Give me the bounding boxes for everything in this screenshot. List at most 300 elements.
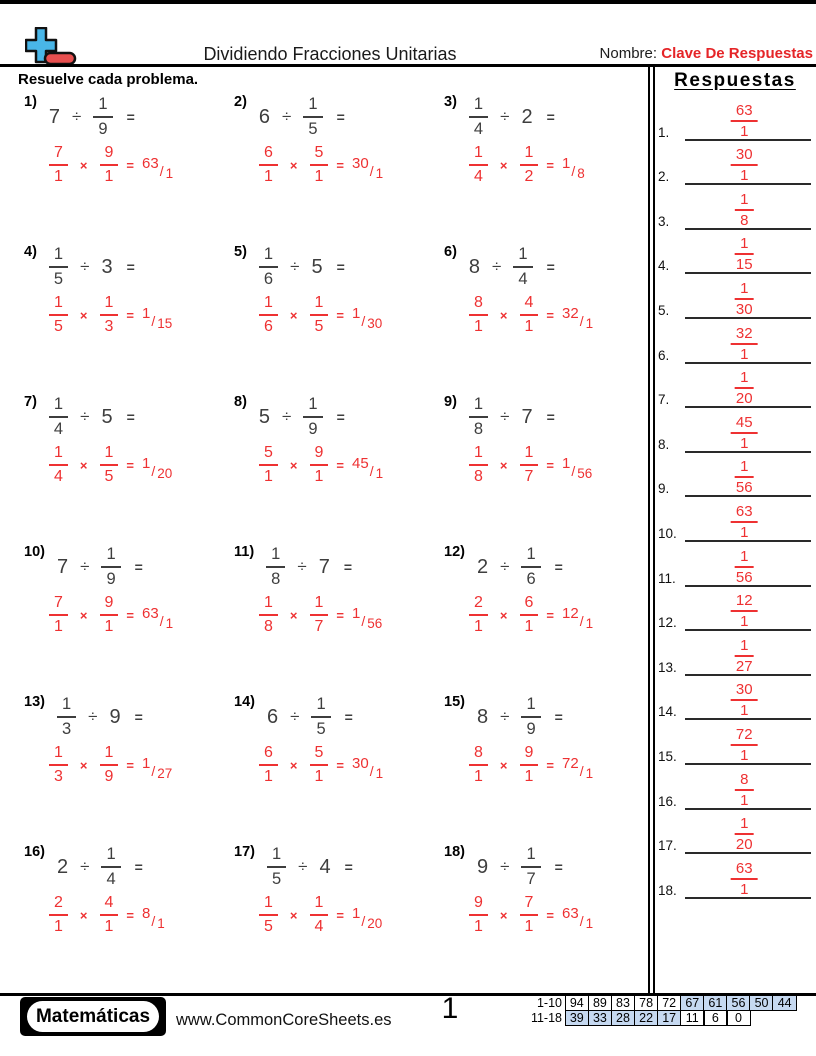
whole-number-term: 5 bbox=[101, 405, 113, 428]
fraction-numerator: 1 bbox=[49, 295, 68, 317]
score-cell: 28 bbox=[611, 1010, 636, 1026]
fraction-numerator: 1 bbox=[469, 445, 488, 467]
fraction-numerator: 1 bbox=[49, 445, 68, 467]
fraction-denominator: 9 bbox=[106, 570, 116, 589]
divide-symbol: ÷ bbox=[80, 407, 90, 427]
work-fraction-1 bbox=[49, 295, 68, 337]
problem-expression bbox=[234, 696, 444, 739]
result-slash: / bbox=[579, 912, 584, 929]
result-slash: / bbox=[369, 162, 374, 179]
fraction-numerator: 7 bbox=[49, 145, 68, 167]
fraction-denominator: 5 bbox=[264, 918, 273, 936]
score-cell: 44 bbox=[772, 995, 797, 1011]
result-slash: / bbox=[579, 312, 584, 329]
equals-symbol: = bbox=[336, 457, 344, 473]
fraction-numerator: 1 bbox=[521, 546, 540, 568]
fraction-denominator: 5 bbox=[53, 270, 64, 289]
work-fraction-2 bbox=[310, 445, 329, 487]
answer-number: 3. bbox=[658, 213, 670, 229]
problem-expression bbox=[234, 396, 444, 439]
answer-fraction-denominator: 15 bbox=[735, 256, 753, 274]
problems-grid bbox=[24, 92, 646, 992]
result-slash: / bbox=[361, 612, 366, 629]
problem bbox=[444, 692, 646, 842]
fraction-numerator: 1 bbox=[259, 595, 278, 617]
multiply-symbol: × bbox=[289, 157, 298, 173]
equals-symbol: = bbox=[546, 109, 555, 126]
fraction-denominator: 1 bbox=[104, 618, 114, 636]
score-cell: 94 bbox=[565, 995, 590, 1011]
work-fraction-2 bbox=[100, 445, 119, 487]
multiply-symbol: × bbox=[79, 607, 88, 623]
fraction-denominator: 5 bbox=[308, 120, 318, 139]
answer-number: 13. bbox=[658, 659, 677, 675]
fraction-numerator: 1 bbox=[259, 895, 278, 917]
score-row-label: 11-18 bbox=[530, 1010, 562, 1025]
fraction-denominator: 5 bbox=[54, 318, 63, 336]
problem bbox=[234, 542, 444, 692]
problem bbox=[234, 92, 444, 242]
answer-row bbox=[658, 854, 812, 899]
work-fraction-1 bbox=[49, 745, 68, 787]
fraction-denominator: 6 bbox=[526, 570, 536, 589]
problem-work-line bbox=[44, 145, 234, 187]
result-numerator: 63 bbox=[142, 604, 159, 622]
problem-work-line bbox=[44, 745, 234, 787]
answer-row bbox=[658, 364, 812, 409]
answer-fraction bbox=[731, 147, 758, 183]
score-cell: 33 bbox=[588, 1010, 613, 1026]
work-fraction-2 bbox=[520, 445, 539, 487]
whole-number-term: 6 bbox=[266, 705, 279, 728]
answer-fraction-denominator: 1 bbox=[740, 791, 749, 809]
fraction-term bbox=[303, 96, 322, 139]
result-numerator: 63 bbox=[562, 904, 579, 922]
problem-expression bbox=[24, 846, 234, 889]
equals-symbol: = bbox=[554, 859, 563, 876]
result-denominator: 20 bbox=[157, 465, 173, 481]
answer-row bbox=[658, 765, 812, 810]
fraction-numerator: 9 bbox=[100, 145, 119, 167]
answer-fraction bbox=[731, 281, 758, 317]
fraction-denominator: 2 bbox=[524, 168, 534, 186]
problem-work-line bbox=[464, 745, 646, 787]
equals-symbol: = bbox=[336, 409, 345, 426]
equals-symbol: = bbox=[126, 457, 134, 473]
fraction-denominator: 3 bbox=[54, 768, 63, 786]
problem-number: 8) bbox=[234, 394, 247, 410]
multiply-symbol: × bbox=[499, 457, 508, 473]
problem-number: 16) bbox=[24, 844, 45, 860]
fraction-denominator: 1 bbox=[524, 618, 534, 636]
problem-work-line bbox=[464, 445, 646, 487]
fraction-numerator: 1 bbox=[93, 96, 112, 118]
score-cell: 6 bbox=[703, 1010, 728, 1026]
divide-symbol: ÷ bbox=[500, 707, 510, 727]
problem bbox=[234, 692, 444, 842]
whole-number-term: 7 bbox=[48, 105, 61, 128]
answer-fraction-denominator: 1 bbox=[740, 702, 749, 720]
equals-symbol: = bbox=[336, 307, 344, 323]
problem bbox=[444, 392, 646, 542]
divide-symbol: ÷ bbox=[492, 257, 502, 277]
result-denominator: 1 bbox=[375, 165, 384, 181]
answer-fraction-denominator: 1 bbox=[740, 434, 749, 452]
result-numerator: 12 bbox=[562, 604, 579, 622]
multiply-symbol: × bbox=[289, 457, 298, 473]
equals-symbol: = bbox=[126, 109, 135, 126]
answer-fraction-denominator: 1 bbox=[740, 523, 749, 541]
answer-row bbox=[658, 96, 812, 141]
result-fraction bbox=[142, 304, 173, 331]
work-fraction-2 bbox=[310, 895, 329, 937]
answer-fraction-numerator: 30 bbox=[731, 147, 758, 166]
answer-fraction-numerator: 1 bbox=[735, 638, 753, 657]
fraction-numerator: 7 bbox=[49, 595, 68, 617]
problem-number: 11) bbox=[234, 544, 255, 560]
fraction-numerator: 2 bbox=[49, 895, 68, 917]
problem-number: 18) bbox=[444, 844, 465, 860]
work-fraction-1 bbox=[469, 445, 488, 487]
divide-symbol: ÷ bbox=[80, 257, 90, 277]
answers-list bbox=[658, 96, 812, 899]
work-fraction-1 bbox=[469, 145, 488, 187]
fraction-numerator: 1 bbox=[100, 295, 119, 317]
divide-symbol: ÷ bbox=[88, 707, 98, 727]
fraction-denominator: 1 bbox=[54, 618, 63, 636]
answer-row bbox=[658, 230, 812, 275]
whole-number-term: 7 bbox=[521, 405, 533, 428]
answer-fraction-numerator: 1 bbox=[735, 236, 753, 255]
brand-badge bbox=[20, 997, 166, 1036]
problem-work-line bbox=[44, 295, 234, 337]
result-numerator: 72 bbox=[562, 754, 579, 772]
problem-number: 12) bbox=[444, 544, 465, 560]
problem-work-line bbox=[254, 895, 444, 937]
answer-number: 10. bbox=[658, 525, 677, 541]
divide-symbol: ÷ bbox=[290, 707, 300, 727]
result-fraction bbox=[142, 154, 174, 181]
result-slash: / bbox=[159, 162, 164, 179]
page-title: Dividiendo Fracciones Unitarias bbox=[203, 44, 457, 64]
divide-symbol: ÷ bbox=[298, 857, 308, 877]
problem-work-line bbox=[254, 595, 444, 637]
problem-work-line bbox=[44, 595, 234, 637]
fraction-numerator: 6 bbox=[259, 145, 278, 167]
fraction-numerator: 1 bbox=[303, 396, 322, 418]
fraction-denominator: 5 bbox=[316, 720, 326, 739]
equals-symbol: = bbox=[336, 607, 344, 623]
fraction-numerator: 5 bbox=[310, 145, 329, 167]
work-fraction-1 bbox=[259, 145, 278, 187]
problem-number: 3) bbox=[444, 94, 457, 110]
problem-number: 13) bbox=[24, 694, 45, 710]
answer-fraction-numerator: 72 bbox=[731, 727, 758, 746]
result-denominator: 20 bbox=[367, 915, 383, 931]
work-fraction-1 bbox=[49, 145, 68, 187]
work-fraction-2 bbox=[100, 295, 119, 337]
whole-number-term: 7 bbox=[318, 555, 330, 578]
equals-symbol: = bbox=[126, 409, 135, 426]
answer-fraction-numerator: 63 bbox=[731, 103, 758, 122]
problem bbox=[24, 542, 234, 692]
answer-fraction-numerator: 1 bbox=[735, 281, 753, 300]
fraction-term bbox=[513, 246, 532, 289]
score-row-label: 1-10 bbox=[536, 996, 562, 1010]
fraction-term bbox=[259, 246, 278, 289]
equals-symbol: = bbox=[546, 907, 554, 923]
problem-expression bbox=[24, 696, 234, 739]
answer-number: 1. bbox=[658, 124, 670, 140]
multiply-symbol: × bbox=[79, 457, 88, 473]
answer-fraction-numerator: 63 bbox=[731, 861, 758, 880]
score-row bbox=[522, 1010, 797, 1026]
result-numerator: 1 bbox=[352, 604, 361, 622]
fraction-denominator: 9 bbox=[104, 768, 114, 786]
fraction-term bbox=[101, 546, 120, 589]
problem-number: 9) bbox=[444, 394, 457, 410]
multiply-symbol: × bbox=[289, 757, 298, 773]
multiply-symbol: × bbox=[499, 607, 508, 623]
problem-expression bbox=[24, 396, 234, 439]
result-numerator: 1 bbox=[562, 454, 571, 472]
equals-symbol: = bbox=[554, 559, 563, 576]
result-fraction bbox=[352, 754, 384, 781]
fraction-denominator: 1 bbox=[474, 318, 483, 336]
multiply-symbol: × bbox=[79, 907, 88, 923]
score-cell: 39 bbox=[565, 1010, 590, 1026]
problem-number: 7) bbox=[24, 394, 37, 410]
fraction-denominator: 1 bbox=[524, 318, 534, 336]
answer-fraction bbox=[731, 103, 758, 139]
fraction-term bbox=[303, 396, 322, 439]
result-denominator: 1 bbox=[585, 765, 594, 781]
answer-number: 8. bbox=[658, 436, 670, 452]
fraction-denominator: 5 bbox=[271, 870, 282, 889]
result-slash: / bbox=[151, 912, 156, 929]
multiply-symbol: × bbox=[289, 307, 298, 323]
fraction-numerator: 9 bbox=[310, 445, 329, 467]
fraction-denominator: 1 bbox=[474, 618, 483, 636]
fraction-term bbox=[93, 96, 112, 139]
answer-fraction-numerator: 1 bbox=[735, 459, 753, 478]
fraction-numerator: 1 bbox=[49, 745, 68, 767]
fraction-term bbox=[311, 696, 330, 739]
multiply-symbol: × bbox=[289, 907, 298, 923]
name-value: Clave De Respuestas bbox=[661, 45, 813, 62]
score-table bbox=[522, 995, 797, 1026]
work-fraction-2 bbox=[520, 745, 539, 787]
multiply-symbol: × bbox=[289, 607, 298, 623]
multiply-symbol: × bbox=[499, 757, 508, 773]
fraction-denominator: 1 bbox=[104, 918, 114, 936]
result-numerator: 1 bbox=[352, 304, 361, 322]
equals-symbol: = bbox=[126, 307, 134, 323]
fraction-denominator: 7 bbox=[524, 468, 534, 486]
result-numerator: 1 bbox=[142, 754, 151, 772]
result-slash: / bbox=[369, 462, 374, 479]
answer-fraction bbox=[731, 459, 758, 495]
divide-symbol: ÷ bbox=[72, 107, 82, 127]
answer-number: 14. bbox=[658, 704, 677, 720]
equals-symbol: = bbox=[546, 409, 555, 426]
answer-fraction bbox=[731, 236, 758, 272]
fraction-denominator: 1 bbox=[314, 468, 324, 486]
result-denominator: 30 bbox=[367, 315, 383, 331]
answer-fraction-denominator: 1 bbox=[740, 122, 749, 140]
equals-symbol: = bbox=[126, 157, 134, 173]
answer-number: 15. bbox=[658, 748, 677, 764]
problem-work-line bbox=[464, 595, 646, 637]
problem-work-line bbox=[464, 895, 646, 937]
work-fraction-1 bbox=[259, 295, 278, 337]
answer-row bbox=[658, 631, 812, 676]
fraction-numerator: 1 bbox=[310, 895, 329, 917]
equals-symbol: = bbox=[546, 259, 555, 276]
problem-work-line bbox=[254, 295, 444, 337]
fraction-denominator: 1 bbox=[264, 168, 273, 186]
divide-symbol: ÷ bbox=[500, 857, 510, 877]
answer-fraction-denominator: 20 bbox=[735, 390, 753, 408]
problem-work-line bbox=[254, 445, 444, 487]
fraction-numerator: 2 bbox=[469, 595, 488, 617]
fraction-numerator: 1 bbox=[49, 396, 68, 418]
result-numerator: 1 bbox=[142, 304, 151, 322]
result-numerator: 1 bbox=[562, 154, 571, 172]
work-fraction-1 bbox=[469, 595, 488, 637]
fraction-numerator: 1 bbox=[266, 546, 285, 568]
result-fraction bbox=[562, 154, 585, 181]
divide-symbol: ÷ bbox=[500, 407, 510, 427]
result-slash: / bbox=[369, 762, 374, 779]
divide-symbol: ÷ bbox=[500, 107, 510, 127]
result-slash: / bbox=[579, 612, 584, 629]
problem-number: 10) bbox=[24, 544, 45, 560]
equals-symbol: = bbox=[546, 457, 554, 473]
result-numerator: 63 bbox=[142, 154, 159, 172]
answer-row bbox=[658, 141, 812, 186]
fraction-denominator: 4 bbox=[474, 168, 483, 186]
answer-fraction bbox=[731, 816, 758, 852]
fraction-denominator: 9 bbox=[98, 120, 108, 139]
result-denominator: 1 bbox=[165, 165, 174, 181]
equals-symbol: = bbox=[126, 757, 134, 773]
problem-number: 17) bbox=[234, 844, 255, 860]
work-fraction-1 bbox=[259, 745, 278, 787]
result-fraction bbox=[562, 904, 594, 931]
fraction-numerator: 1 bbox=[469, 145, 488, 167]
result-slash: / bbox=[159, 612, 164, 629]
fraction-term bbox=[521, 696, 540, 739]
answer-fraction bbox=[731, 549, 758, 585]
problem-expression bbox=[444, 546, 646, 589]
fraction-denominator: 4 bbox=[106, 870, 116, 889]
fraction-denominator: 1 bbox=[524, 918, 534, 936]
multiply-symbol: × bbox=[499, 307, 508, 323]
fraction-numerator: 1 bbox=[521, 846, 540, 868]
work-fraction-2 bbox=[520, 295, 539, 337]
problem bbox=[234, 392, 444, 542]
work-fraction-1 bbox=[469, 895, 488, 937]
problem-number: 2) bbox=[234, 94, 247, 110]
answer-fraction-denominator: 56 bbox=[735, 479, 753, 497]
problem-number: 4) bbox=[24, 244, 37, 260]
fraction-numerator: 1 bbox=[520, 445, 539, 467]
result-denominator: 27 bbox=[157, 765, 173, 781]
answer-number: 17. bbox=[658, 838, 677, 854]
name-row bbox=[600, 45, 813, 62]
fraction-denominator: 8 bbox=[271, 570, 281, 589]
problem-expression bbox=[24, 96, 234, 139]
result-denominator: 1 bbox=[585, 615, 594, 631]
fraction-numerator: 1 bbox=[469, 96, 488, 118]
answer-row bbox=[658, 542, 812, 587]
equals-symbol: = bbox=[336, 907, 344, 923]
equals-symbol: = bbox=[343, 559, 353, 576]
problem-number: 1) bbox=[24, 94, 37, 110]
fraction-term bbox=[267, 846, 286, 889]
answer-fraction bbox=[731, 593, 758, 629]
result-numerator: 32 bbox=[562, 304, 579, 322]
score-cell: 11 bbox=[680, 1010, 705, 1026]
fraction-denominator: 1 bbox=[264, 468, 273, 486]
result-slash: / bbox=[361, 312, 366, 329]
divide-symbol: ÷ bbox=[297, 557, 307, 577]
whole-number-term: 9 bbox=[109, 705, 121, 728]
fraction-numerator: 1 bbox=[513, 246, 532, 268]
score-cell: 50 bbox=[749, 995, 774, 1011]
equals-symbol: = bbox=[554, 709, 563, 726]
answer-number: 9. bbox=[658, 481, 670, 497]
fraction-numerator: 1 bbox=[101, 846, 120, 868]
fraction-numerator: 5 bbox=[310, 745, 329, 767]
answer-fraction-numerator: 45 bbox=[731, 415, 758, 434]
fraction-term bbox=[469, 96, 488, 139]
fraction-numerator: 1 bbox=[259, 246, 278, 268]
answer-row bbox=[658, 408, 812, 453]
work-fraction-2 bbox=[310, 295, 329, 337]
answer-fraction-numerator: 30 bbox=[731, 682, 758, 701]
answer-number: 7. bbox=[658, 392, 670, 408]
problem-number: 14) bbox=[234, 694, 255, 710]
fraction-numerator: 8 bbox=[469, 745, 488, 767]
answer-fraction bbox=[731, 504, 758, 540]
whole-number-term: 2 bbox=[521, 105, 533, 128]
whole-number-term: 4 bbox=[319, 855, 331, 878]
fraction-denominator: 8 bbox=[264, 618, 273, 636]
whole-number-term: 2 bbox=[476, 555, 489, 578]
problem bbox=[24, 692, 234, 842]
fraction-numerator: 1 bbox=[259, 295, 278, 317]
result-fraction bbox=[142, 754, 173, 781]
header-divider bbox=[0, 64, 816, 67]
result-fraction bbox=[142, 904, 165, 931]
result-fraction bbox=[562, 304, 594, 331]
score-cell: 67 bbox=[680, 995, 705, 1011]
equals-symbol: = bbox=[546, 757, 554, 773]
result-fraction bbox=[562, 604, 594, 631]
answer-fraction-numerator: 1 bbox=[735, 549, 753, 568]
site-url: www.CommonCoreSheets.es bbox=[176, 1011, 392, 1029]
equals-symbol: = bbox=[546, 607, 554, 623]
work-fraction-2 bbox=[520, 595, 539, 637]
answer-fraction bbox=[731, 682, 758, 718]
result-denominator: 8 bbox=[577, 165, 585, 181]
problem-expression bbox=[444, 96, 646, 139]
problem bbox=[444, 92, 646, 242]
answer-row bbox=[658, 676, 812, 721]
result-denominator: 1 bbox=[375, 765, 384, 781]
